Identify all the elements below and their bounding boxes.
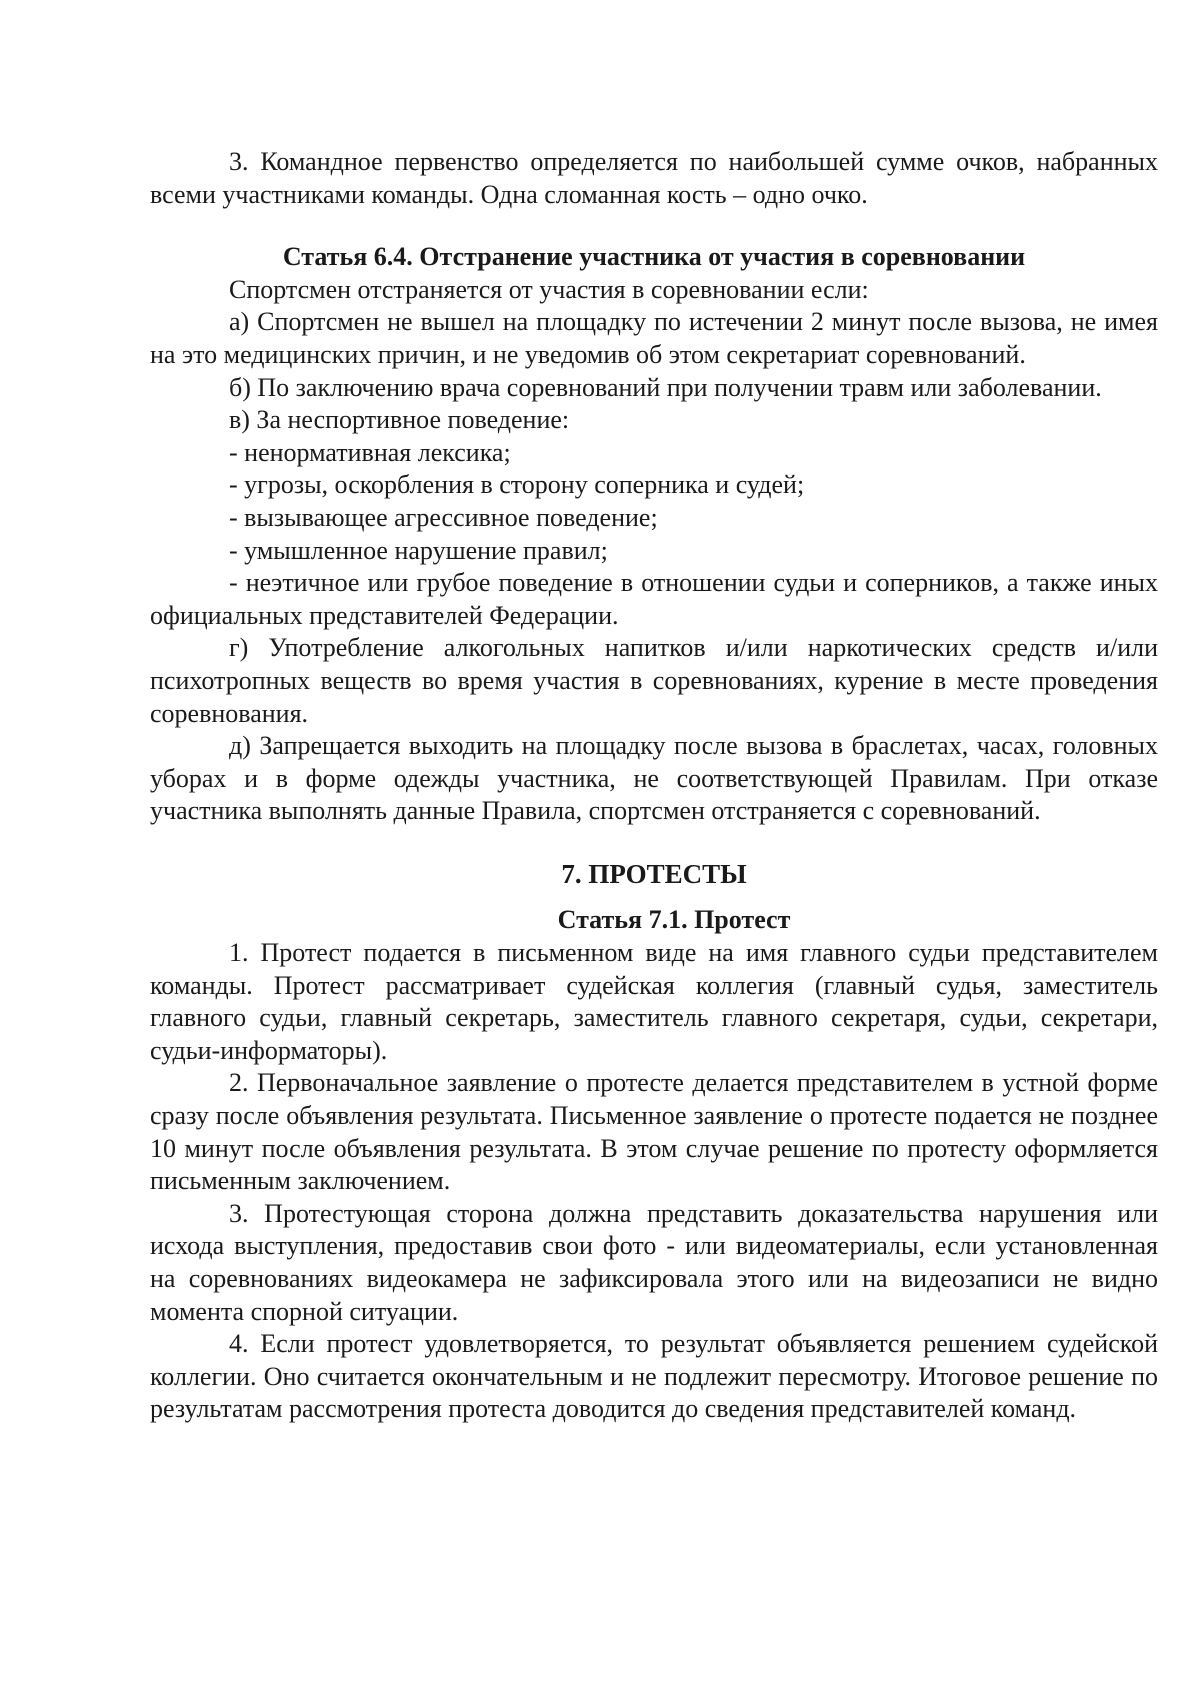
article-6-4-item-g: г) Употребление алкогольных напитков и/или наркотических средств и/или психотропных веществ во время участия в соревнованиях, курение в месте проведения соревнования. xyxy=(150,633,1158,728)
protest-point-1: 1. Протест подается в письменном виде на имя главного судьи представителем команды. Протест рассматривает судейская коллегия (главный судья, заместитель главного судьи, главный секретарь, заместитель главного секретаря, судьи, секретари, судьи-информаторы). xyxy=(150,938,1158,1065)
protest-point-2: 2. Первоначальное заявление о протесте делается представителем в устной форме сразу после объявления результата. Письменное заявление о протесте подается не позднее 10 минут после объявления результата. В этом случае решение по протесту оформляется письменным заключением. xyxy=(150,1068,1158,1196)
article-6-4-item-b: б) По заключению врача соревнований при получении травм или заболевании. xyxy=(229,372,1102,402)
bullet-item: - вызывающее агрессивное поведение; xyxy=(229,502,658,532)
protest-point-4: 4. Если протест удовлетворяется, то результат объявляется решением судейской коллегии. Оно считается окончательным и не подлежит пересмотру. Итоговое решение по результатам рассмотрения протеста доводится до сведения представителей команд. xyxy=(150,1329,1158,1424)
bullet-item: - ненормативная лексика; xyxy=(229,437,511,467)
bullet-item: - умышленное нарушение правил; xyxy=(229,535,608,565)
article-6-4-item-v: в) За неспортивное поведение: xyxy=(229,405,570,435)
bullet-item: - неэтичное или грубое поведение в отношении судьи и соперников, а также иных официальных представителей Федерации. xyxy=(150,568,1158,630)
spacer xyxy=(150,211,1158,241)
document-body xyxy=(150,146,1158,1426)
article-7-1-heading: Статья 7.1. Протест xyxy=(557,905,791,935)
section-7-title: 7. ПРОТЕСТЫ xyxy=(561,858,747,889)
bullet-item: - угрозы, оскорбления в сторону соперника и судей; xyxy=(229,470,805,500)
article-6-4-heading: Статья 6.4. Отстранение участника от участия в соревновании xyxy=(282,242,1026,272)
article-6-4-lead: Спортсмен отстраняется от участия в соревновании если: xyxy=(229,274,869,304)
article-6-4-item-d: д) Запрещается выходить на площадку после вызова в браслетах, часах, головных уборах и в форме одежды участника, не соответствующей Правилам. При отказе участника выполнять данные Правила, спортсмен отстраняется с соревнований. xyxy=(150,731,1158,826)
protest-point-3: 3. Протестующая сторона должна представить доказательства нарушения или исхода выступления, предоставив свои фото - или видеоматериалы, если установленная на соревнованиях видеокамера не зафиксировала этого или на видеозаписи не видно момента спорной ситуации. xyxy=(150,1198,1158,1326)
article-6-4-item-a: а) Спортсмен не вышел на площадку по истечении 2 минут после вызова, не имея на это медицинских причин, и не уведомив об этом секретариат соревнований. xyxy=(150,307,1158,369)
intro-paragraph: 3. Командное первенство определяется по наибольшей сумме очков, набранных всеми участниками команды. Одна сломанная кость – одно очко. xyxy=(150,147,1158,209)
spacer xyxy=(150,890,1158,904)
spacer xyxy=(150,828,1158,858)
